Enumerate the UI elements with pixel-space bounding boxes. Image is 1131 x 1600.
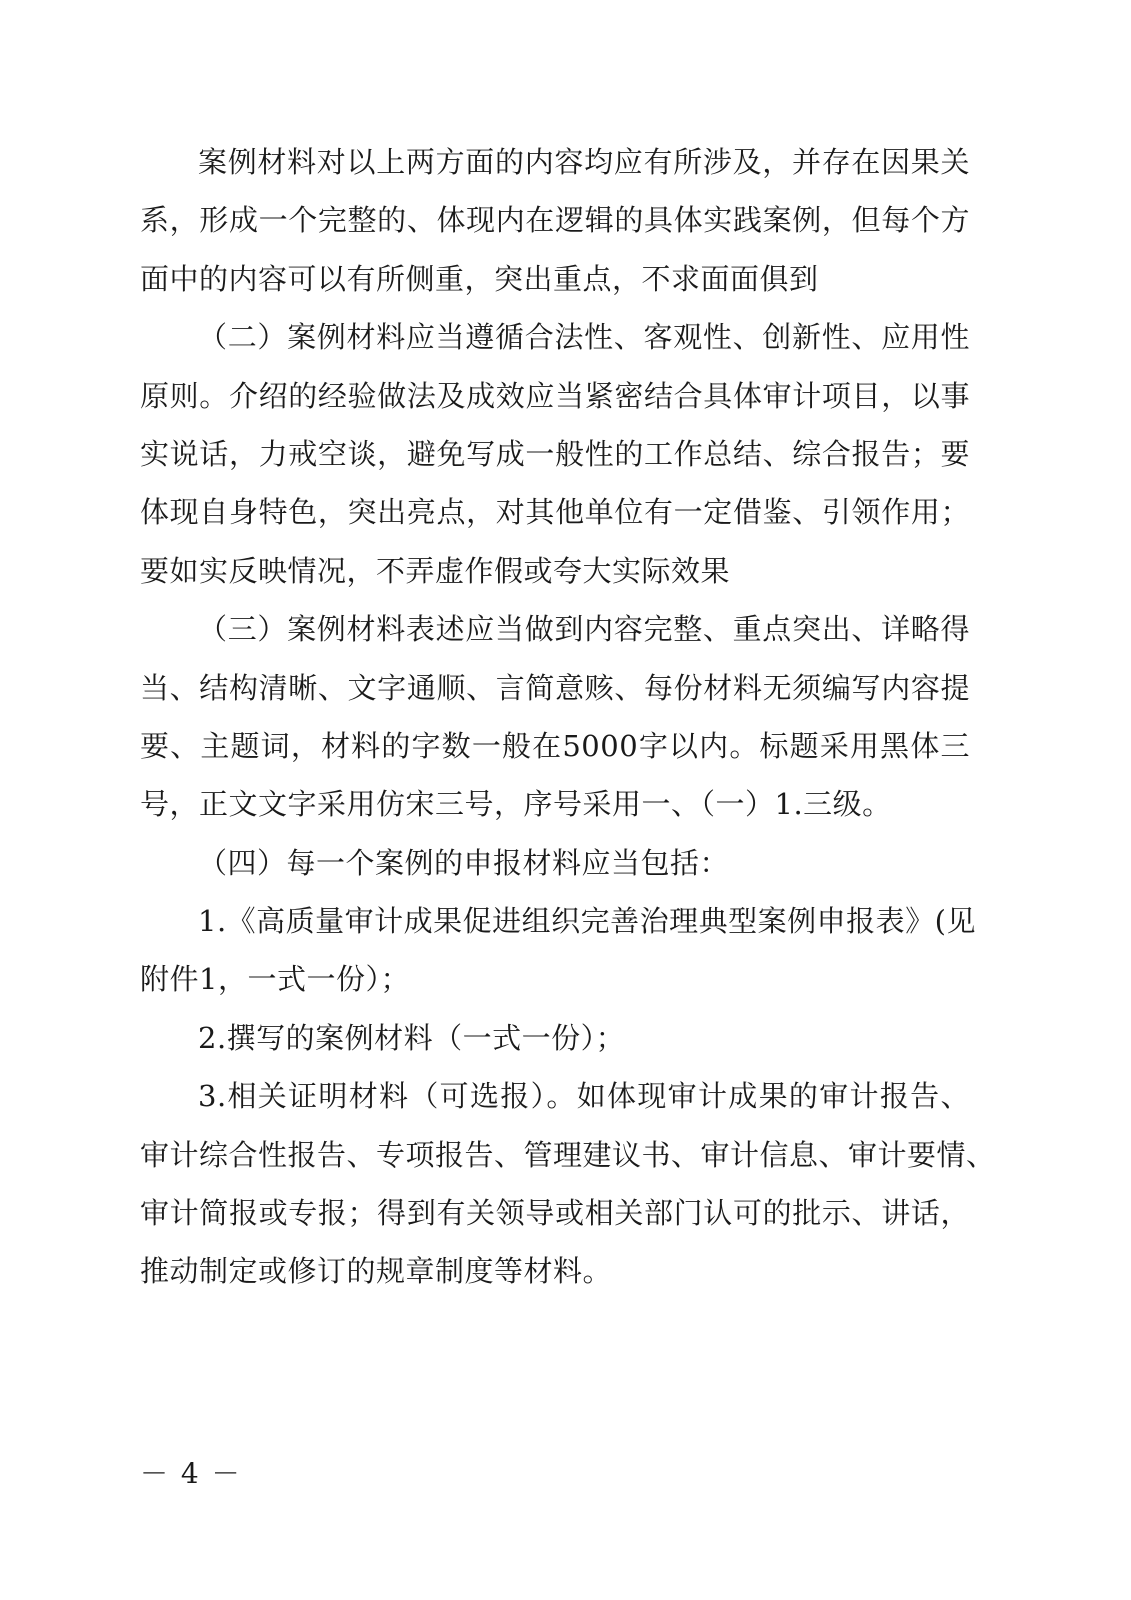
- body-line: 当、结构清晰、文字通顺、言简意赅、每份材料无须编写内容提: [140, 670, 970, 705]
- body-line: （二）案例材料应当遵循合法性、客观性、创新性、应用性: [198, 320, 970, 355]
- body-line: 附件1，一式一份）；: [140, 962, 410, 997]
- body-line: 号，正文文字采用仿宋三号，序号采用一、（一）1.三级。: [140, 787, 892, 822]
- body-line: 审计综合性报告、专项报告、管理建议书、审计信息、审计要情、: [140, 1137, 996, 1172]
- body-line: 原则。介绍的经验做法及成效应当紧密结合具体审计项目，以事: [140, 378, 970, 413]
- body-line: 2.撰写的案例材料（一式一份）；: [198, 1020, 626, 1055]
- page-number: － 4 －: [140, 1457, 242, 1490]
- body-line: 体现自身特色，突出亮点，对其他单位有一定借鉴、引领作用；: [140, 495, 970, 530]
- body-line: 推动制定或修订的规章制度等材料。: [140, 1254, 613, 1289]
- body-line: （四）每一个案例的申报材料应当包括：: [198, 845, 730, 880]
- body-line: 系，形成一个完整的、体现内在逻辑的具体实践案例，但每个方: [140, 203, 970, 238]
- body-line: 案例材料对以上两方面的内容均应有所涉及，并存在因果关: [198, 145, 970, 179]
- document-body: [140, 133, 996, 1301]
- body-line: 实说话，力戒空谈，避免写成一般性的工作总结、综合报告；要: [140, 436, 970, 471]
- body-line: 1.《高质量审计成果促进组织完善治理典型案例申报表》(见: [198, 904, 976, 939]
- body-line: （三）案例材料表述应当做到内容完整、重点突出、详略得: [198, 612, 970, 647]
- body-line: 要、主题词，材料的字数一般在5000字以内。标题采用黑体三: [140, 728, 970, 763]
- body-line: 面中的内容可以有所侧重，突出重点，不求面面俱到: [140, 261, 819, 296]
- body-line: 审计简报或专报；得到有关领导或相关部门认可的批示、讲话，: [140, 1196, 970, 1231]
- body-line: 3.相关证明材料（可选报）。如体现审计成果的审计报告、: [198, 1079, 970, 1114]
- body-line: 要如实反映情况，不弄虚作假或夸大实际效果: [140, 553, 731, 588]
